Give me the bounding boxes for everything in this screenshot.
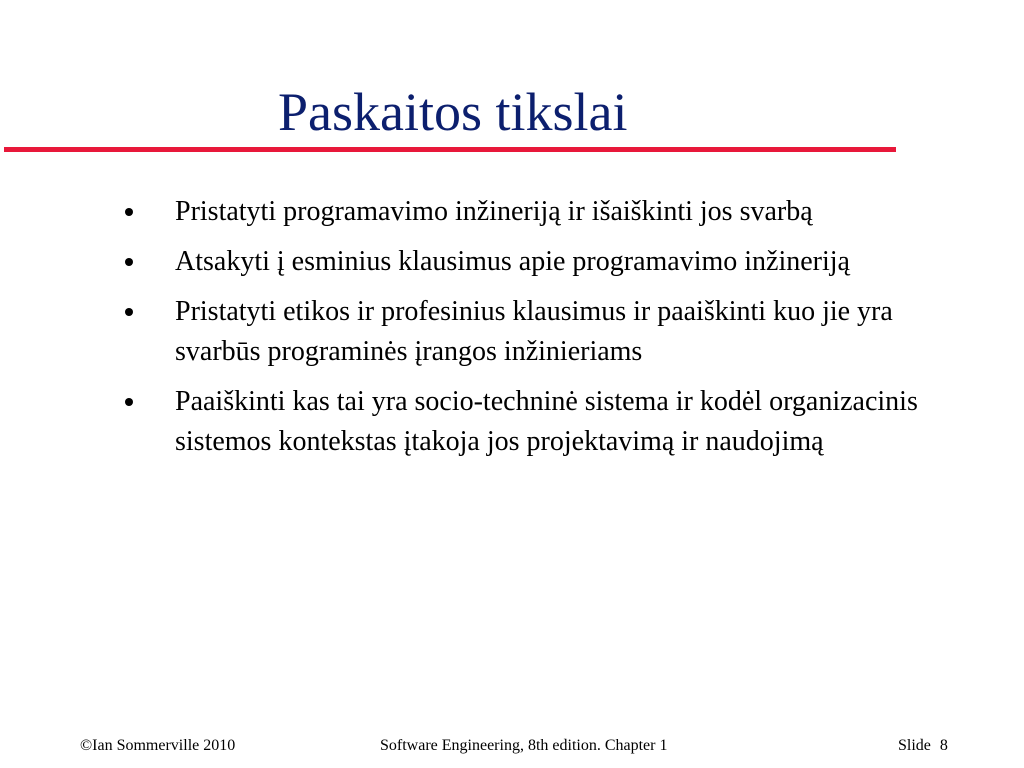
bullet-text: Paaiškinti kas tai yra socio-techninė sistema ir kodėl organizacinis sistemos kontekstas įtakoja jos projektavimą ir naudojimą	[175, 386, 918, 457]
bullet-dot-icon	[125, 208, 133, 216]
footer-book-title: Software Engineering, 8th edition. Chapter 1	[380, 737, 668, 754]
bullet-dot-icon	[125, 398, 133, 406]
slide-title: Paskaitos tikslai	[278, 82, 628, 142]
slide-label: Slide	[898, 737, 931, 754]
footer-copyright: ©Ian Sommerville 2010	[80, 737, 236, 754]
bullet-item	[120, 292, 980, 372]
bullet-text: Atsakyti į esminius klausimus apie programavimo inžineriją	[175, 246, 850, 277]
bullet-item	[120, 242, 980, 282]
bullet-text: Pristatyti programavimo inžineriją ir išaiškinti jos svarbą	[175, 196, 813, 227]
footer-slide-number	[898, 736, 948, 756]
slide-number: 8	[939, 737, 948, 754]
title-divider	[4, 147, 896, 152]
bullet-dot-icon	[125, 308, 133, 316]
bullet-text: Pristatyti etikos ir profesinius klausimus ir paaiškinti kuo jie yra svarbūs programinės įrangos inžinieriams	[175, 296, 893, 367]
bullet-list	[120, 192, 980, 472]
bullet-dot-icon	[125, 258, 133, 266]
bullet-item	[120, 382, 980, 462]
bullet-item	[120, 192, 980, 232]
